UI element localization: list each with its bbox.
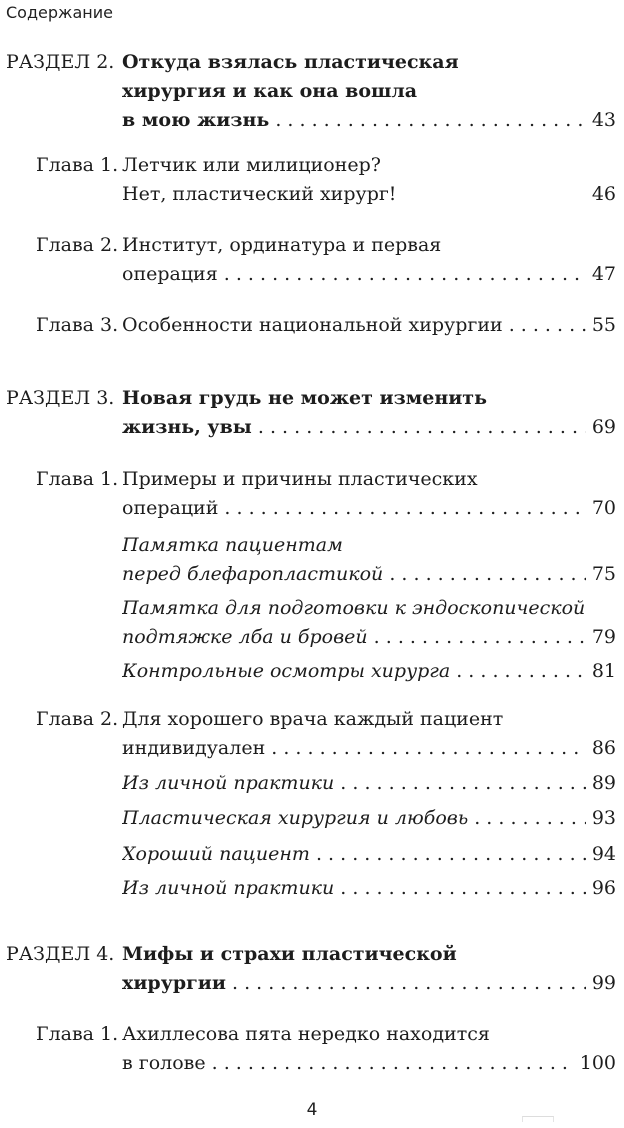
section-title-line: Мифы и страхи пластической bbox=[122, 943, 457, 965]
subsection-title-line: Пластическая хирургия и любовь . . . bbox=[122, 804, 612, 832]
subsection-title-line: подтяжке лба и бровей . . . bbox=[122, 623, 612, 651]
section-label: РАЗДЕЛ 2. bbox=[6, 51, 115, 73]
section-title-line: хирургия и как она вошла bbox=[122, 80, 418, 102]
chapter-title-line: Ахиллесова пята нередко находится bbox=[122, 1023, 490, 1045]
subsection-title-line: Из личной практики . . . bbox=[122, 874, 612, 902]
chapter-title-line: в голове . . . bbox=[122, 1049, 612, 1077]
page-number: 70 bbox=[586, 494, 616, 522]
running-head: Содержание bbox=[6, 3, 113, 22]
section-title-line: Новая грудь не может изменить bbox=[122, 387, 487, 409]
chapter-title-line: Для хорошего врача каждый пациент bbox=[122, 708, 504, 730]
subsection-title-line: Хороший пациент . . . bbox=[122, 840, 612, 868]
chapter-title-line: Летчик или милиционер? bbox=[122, 154, 381, 176]
chapter-title-line: Особенности национальной хирургии . . . bbox=[122, 311, 612, 339]
page-number: 69 bbox=[586, 413, 616, 441]
print-mark bbox=[522, 1116, 554, 1122]
page-number: 96 bbox=[586, 874, 616, 902]
page-number: 99 bbox=[586, 969, 616, 997]
subsection-title-line: перед блефаропластикой . . . bbox=[122, 560, 612, 588]
page-number: 93 bbox=[586, 804, 616, 832]
page-number: 86 bbox=[586, 734, 616, 762]
page-number: 89 bbox=[586, 769, 616, 797]
chapter-title-line: индивидуален . . . bbox=[122, 734, 612, 762]
page-number: 47 bbox=[586, 260, 616, 288]
chapter-title-line: Институт, ординатура и первая bbox=[122, 234, 442, 256]
page-number: 100 bbox=[574, 1049, 616, 1077]
chapter-title-line: операция . . . bbox=[122, 260, 612, 288]
section-title-line: жизнь, увы . . . bbox=[122, 413, 612, 441]
page-number: 94 bbox=[586, 840, 616, 868]
chapter-label: Глава 2. bbox=[36, 234, 119, 256]
section-label: РАЗДЕЛ 4. bbox=[6, 943, 115, 965]
page-number: 75 bbox=[586, 560, 616, 588]
folio-page-number: 4 bbox=[306, 1100, 318, 1120]
chapter-label: Глава 1. bbox=[36, 1023, 119, 1045]
chapter-title-line: Нет, пластический хирург! bbox=[122, 183, 397, 205]
subsection-title-line: Контрольные осмотры хирурга . . . bbox=[122, 657, 612, 685]
page-number: 79 bbox=[586, 623, 616, 651]
page-number: 43 bbox=[586, 106, 616, 134]
section-title-line: в мою жизнь . . . bbox=[122, 106, 612, 134]
page-number: 55 bbox=[586, 311, 616, 339]
chapter-label: Глава 1. bbox=[36, 468, 119, 490]
chapter-label: Глава 3. bbox=[36, 314, 119, 336]
chapter-label: Глава 2. bbox=[36, 708, 119, 730]
section-title-line: хирургии . . . bbox=[122, 969, 612, 997]
subsection-title-line: Памятка для подготовки к эндоскопической bbox=[122, 597, 586, 619]
chapter-label: Глава 1. bbox=[36, 154, 119, 176]
chapter-title-line: операций . . . bbox=[122, 494, 612, 522]
section-title-line: Откуда взялась пластическая bbox=[122, 51, 459, 73]
page-number: 81 bbox=[586, 657, 616, 685]
chapter-title-line: Примеры и причины пластических bbox=[122, 468, 478, 490]
section-label: РАЗДЕЛ 3. bbox=[6, 387, 115, 409]
subsection-title-line: Памятка пациентам bbox=[122, 534, 343, 556]
page-number: 46 bbox=[586, 180, 616, 208]
subsection-title-line: Из личной практики . . . bbox=[122, 769, 612, 797]
